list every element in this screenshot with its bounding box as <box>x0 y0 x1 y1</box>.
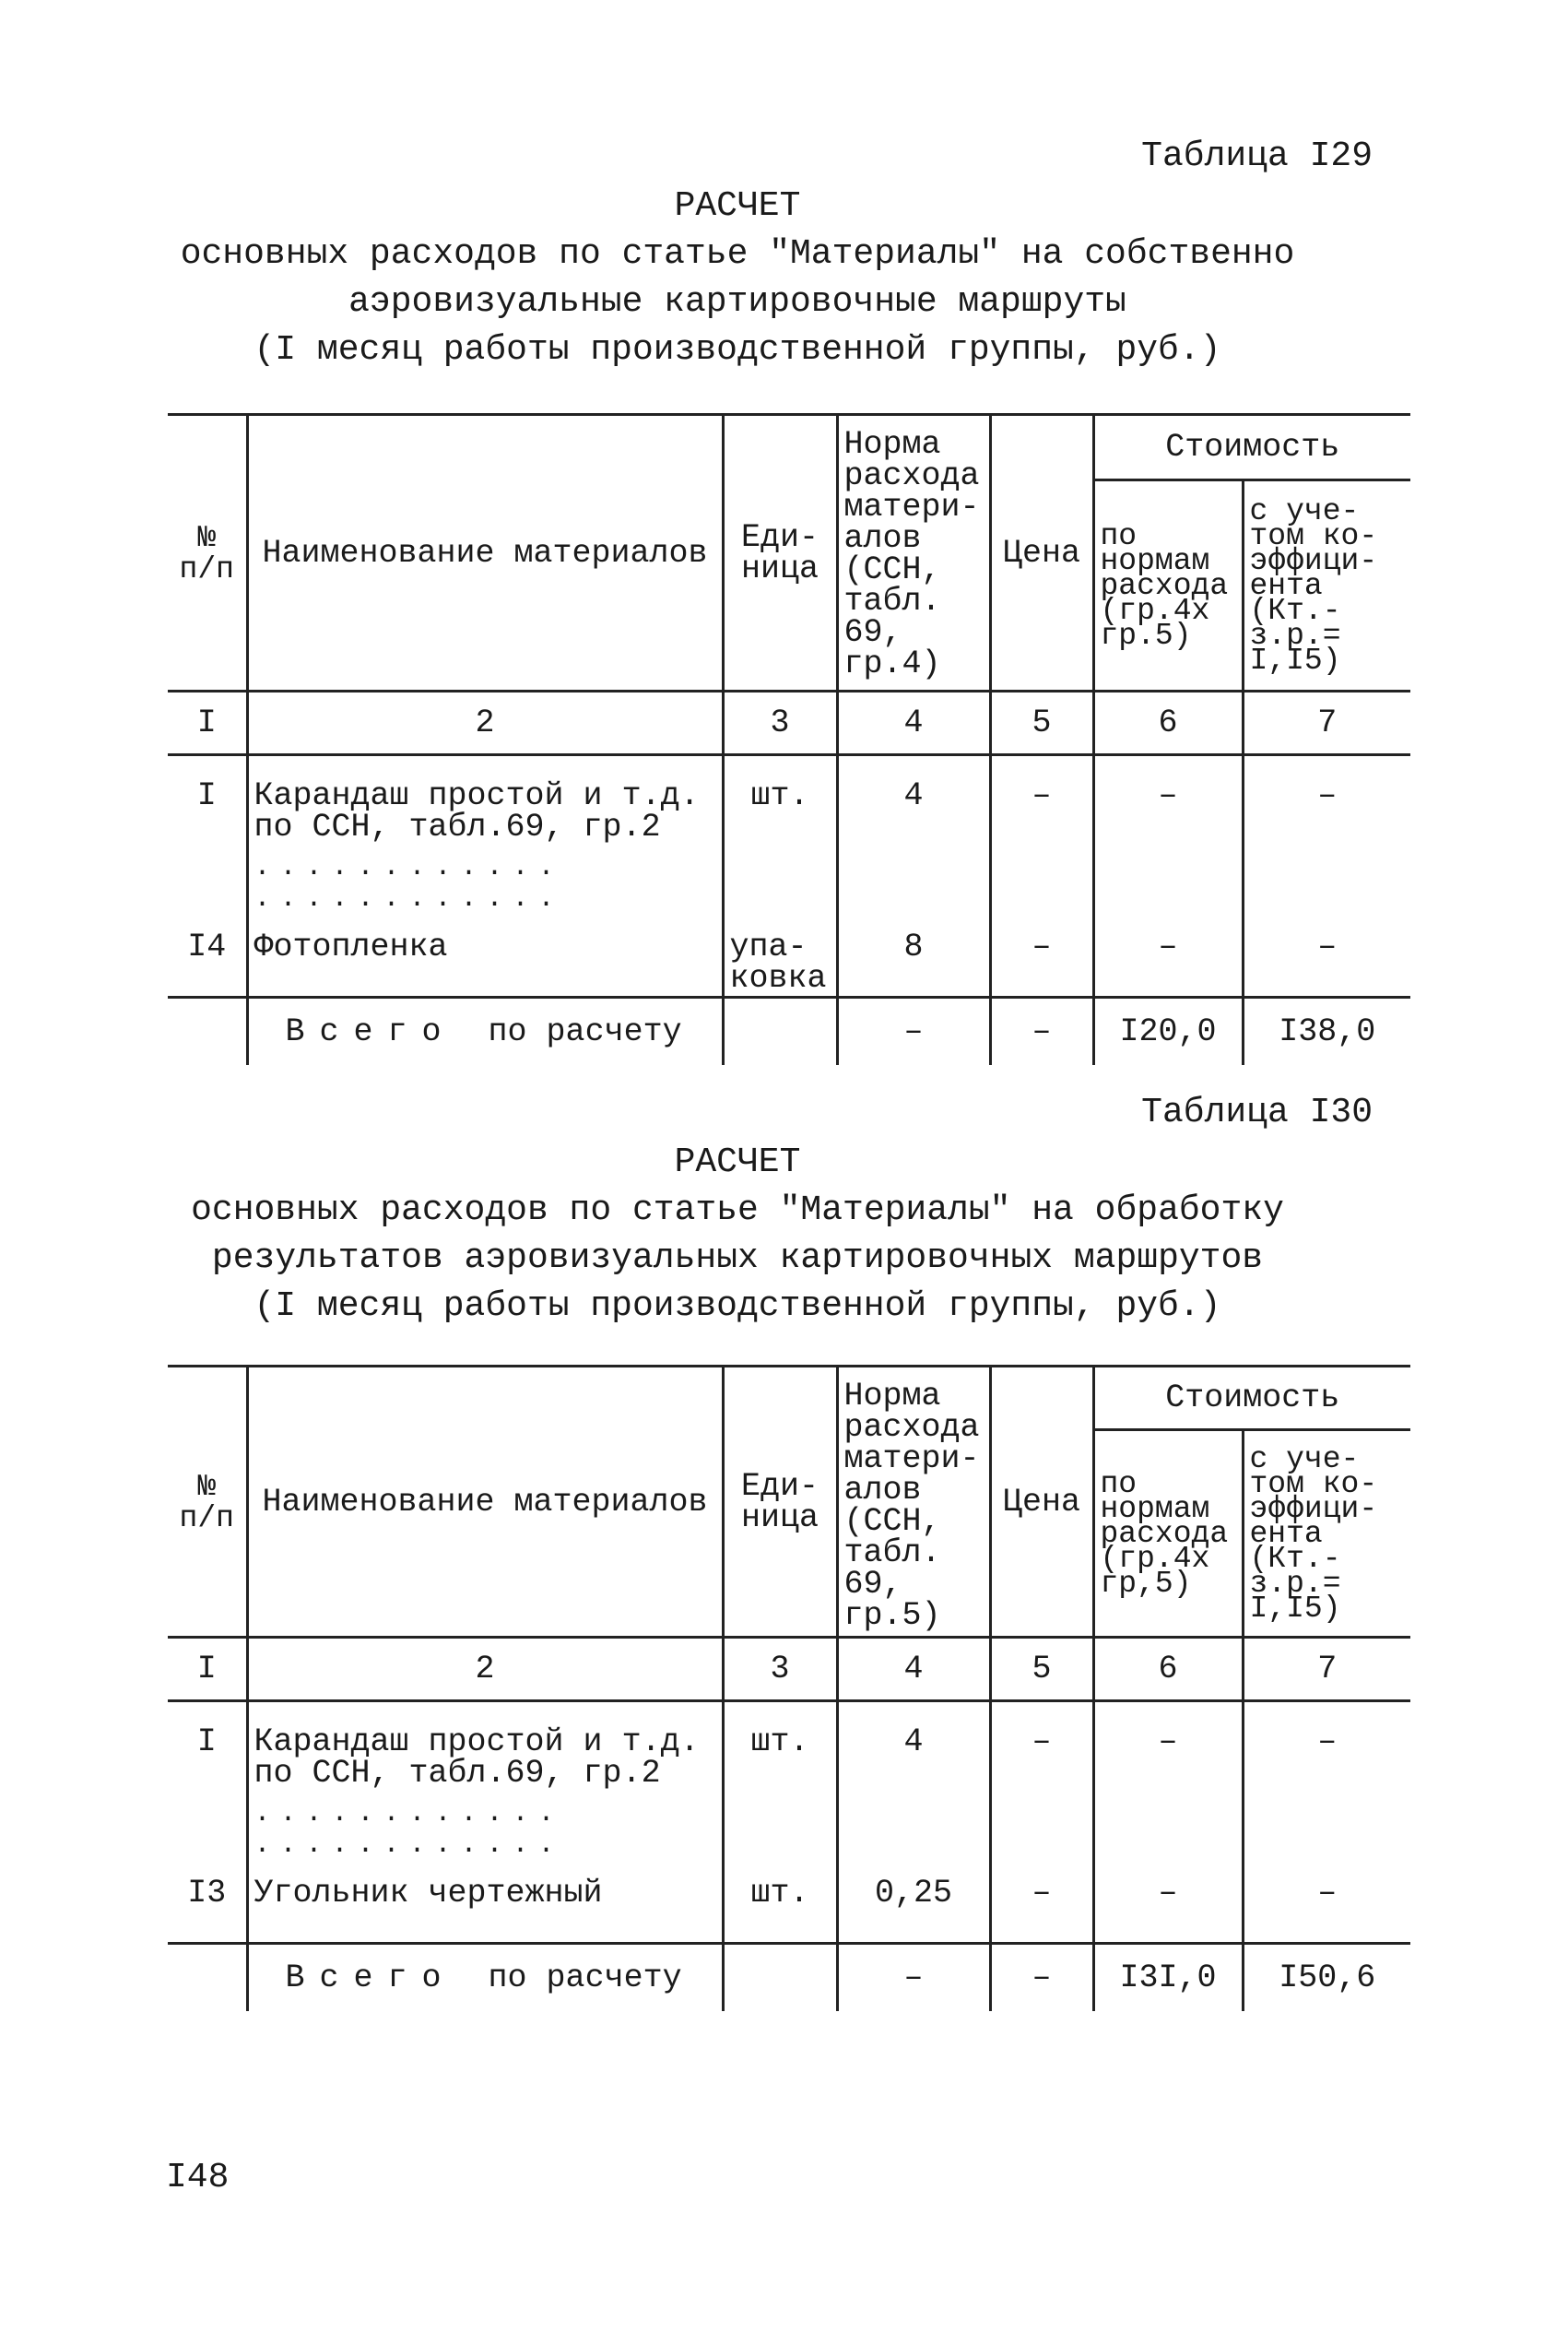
page-number: I48 <box>166 2158 230 2197</box>
table-row <box>168 755 1410 916</box>
total-norm: – <box>837 998 990 1066</box>
col-header-cost-coef: с уче- том ко- эффици- ента (Кт.-з.р.= I,I5) <box>1243 480 1410 692</box>
col-header-name: Наименование материалов <box>247 1367 723 1638</box>
total-label: Всего по расчету <box>247 998 723 1066</box>
col-num-6: 6 <box>1093 692 1243 755</box>
row-norm: 8 <box>837 915 990 998</box>
table-130-label: Таблица I30 <box>1141 1093 1373 1132</box>
row-cost-norm: – <box>1093 1701 1243 1862</box>
col-num-4: 4 <box>837 692 990 755</box>
row-norm: 4 <box>837 1701 990 1862</box>
total-cost-norm: I20,0 <box>1093 998 1243 1066</box>
row-cost-coef: – <box>1243 755 1410 916</box>
total-label: Всего по расчету <box>247 1944 723 2012</box>
col-num-3: 3 <box>723 1638 837 1701</box>
row-cost-norm: – <box>1093 755 1243 916</box>
row-name: Фотопленка <box>247 915 723 998</box>
col-header-cost-norm: по нормам расхода (гр.4х гр.5) <box>1093 480 1243 692</box>
total-unit <box>723 998 837 1066</box>
row-price: – <box>990 755 1093 916</box>
total-row <box>168 998 1410 1066</box>
col-num-5: 5 <box>990 1638 1093 1701</box>
row-cost-coef: – <box>1243 1861 1410 1944</box>
col-num-1: I <box>168 1638 247 1701</box>
col-header-price: Цена <box>990 415 1093 692</box>
table-130-subtitle-3: (I месяц работы производственной группы, руб.) <box>253 1286 1221 1326</box>
row-cost-norm: – <box>1093 1861 1243 1944</box>
row-no: I <box>168 755 247 916</box>
col-num-7: 7 <box>1243 1638 1410 1701</box>
col-header-price: Цена <box>990 1367 1093 1638</box>
col-num-4: 4 <box>837 1638 990 1701</box>
row-cost-norm: – <box>1093 915 1243 998</box>
table-row <box>168 1861 1410 1944</box>
total-price: – <box>990 998 1093 1066</box>
row-unit: шт. <box>723 1861 837 1944</box>
table-129-label: Таблица I29 <box>1141 136 1373 176</box>
col-header-cost-norm: по нормам расхода (гр.4х гр,5) <box>1093 1430 1243 1638</box>
table-130-subtitle-1: основных расходов по статье "Материалы" на обработку <box>191 1190 1284 1230</box>
col-header-norm: Норма расхода матери- алов (ССН, табл. 69, гр.5) <box>837 1367 990 1638</box>
total-norm: – <box>837 1944 990 2012</box>
row-name: Угольник чертежный <box>247 1861 723 1944</box>
row-no: I <box>168 1701 247 1862</box>
col-num-1: I <box>168 692 247 755</box>
row-no: I3 <box>168 1861 247 1944</box>
col-num-6: 6 <box>1093 1638 1243 1701</box>
table-129-subtitle-1: основных расходов по статье "Материалы" на собственно <box>180 234 1295 274</box>
row-unit: шт. <box>723 755 837 916</box>
col-header-unit: Еди- ница <box>723 1367 837 1638</box>
total-unit <box>723 1944 837 2012</box>
table-130-title-block <box>166 1139 1309 1331</box>
row-cost-coef: – <box>1243 1701 1410 1862</box>
total-no <box>168 1944 247 2012</box>
col-header-no: № п/п <box>168 1367 247 1638</box>
table-129-title: РАСЧЕТ <box>674 186 801 226</box>
total-row <box>168 1944 1410 2012</box>
row-unit: шт. <box>723 1701 837 1862</box>
table-129-subtitle-3: (I месяц работы производственной группы, руб.) <box>253 330 1221 370</box>
row-price: – <box>990 1861 1093 1944</box>
col-num-2: 2 <box>247 1638 723 1701</box>
table-130-subtitle-2: результатов аэровизуальных картировочных маршрутов <box>211 1238 1264 1278</box>
total-price: – <box>990 1944 1093 2012</box>
ellipsis-row: ............ <box>253 1798 564 1829</box>
col-header-no: № п/п <box>168 415 247 692</box>
row-norm: 0,25 <box>837 1861 990 1944</box>
total-cost-norm: I3I,0 <box>1093 1944 1243 2012</box>
row-name: Карандаш простой и т.д. по ССН, табл.69, гр.2 ............ ............ <box>247 755 723 916</box>
col-header-norm: Норма расхода матери- алов (ССН, табл. 69, гр.4) <box>837 415 990 692</box>
table-129-title-block <box>166 183 1309 374</box>
row-unit: упа- ковка <box>723 915 837 998</box>
col-num-7: 7 <box>1243 692 1410 755</box>
ellipsis-row: ............ <box>253 852 564 883</box>
row-price: – <box>990 915 1093 998</box>
table-130 <box>168 1365 1410 2011</box>
total-cost-coef: I38,0 <box>1243 998 1410 1066</box>
row-no: I4 <box>168 915 247 998</box>
table-row <box>168 915 1410 998</box>
col-num-2: 2 <box>247 692 723 755</box>
col-num-5: 5 <box>990 692 1093 755</box>
ellipsis-row: ............ <box>253 883 564 915</box>
col-header-cost-coef: с уче- том ко- эффици- ента (Кт.-з.р.= I,I5) <box>1243 1430 1410 1638</box>
row-cost-coef: – <box>1243 915 1410 998</box>
table-129 <box>168 413 1410 1065</box>
row-price: – <box>990 1701 1093 1862</box>
row-norm: 4 <box>837 755 990 916</box>
ellipsis-row: ............ <box>253 1829 564 1861</box>
col-header-cost: Стоимость <box>1093 415 1410 480</box>
total-no <box>168 998 247 1066</box>
table-130-title: РАСЧЕТ <box>674 1142 801 1182</box>
col-header-name: Наименование материалов <box>247 415 723 692</box>
row-name: Карандаш простой и т.д. по ССН, табл.69, гр.2 ............ ............ <box>247 1701 723 1862</box>
col-num-3: 3 <box>723 692 837 755</box>
col-header-cost: Стоимость <box>1093 1367 1410 1430</box>
table-row <box>168 1701 1410 1862</box>
total-cost-coef: I50,6 <box>1243 1944 1410 2012</box>
col-header-unit: Еди- ница <box>723 415 837 692</box>
table-129-subtitle-2: аэровизуальные картировочные маршруты <box>348 282 1126 322</box>
